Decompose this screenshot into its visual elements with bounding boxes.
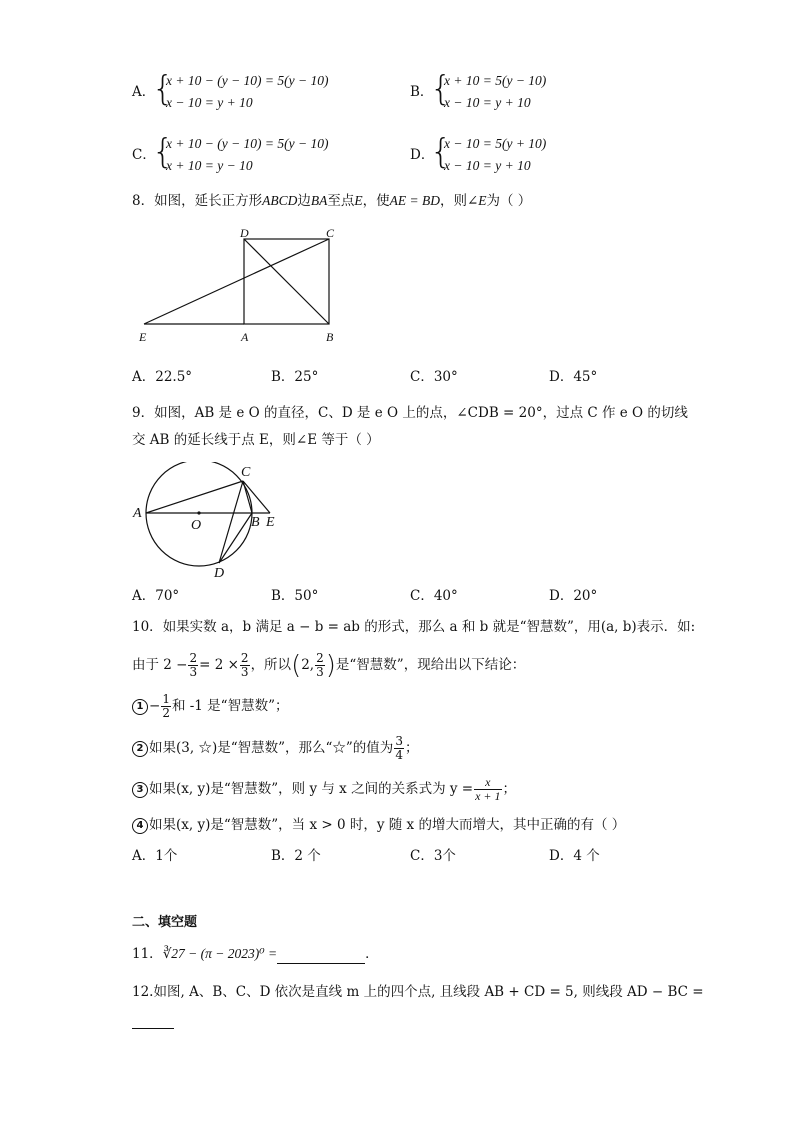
q11 xyxy=(132,944,379,964)
equation-1: x + 10 − (y − 10) = 5(y − 10) xyxy=(166,73,329,88)
math-expression: ∛27 − (π − 2023)⁰ = xyxy=(162,946,278,961)
stem-text: − xyxy=(149,698,161,714)
option-label: C． xyxy=(132,147,156,163)
stem-text: ，使 xyxy=(362,193,390,209)
question-number: 8． xyxy=(132,193,155,209)
fraction-two-thirds xyxy=(240,652,250,679)
q10-statement-3 xyxy=(132,771,516,807)
option-label: A． xyxy=(132,84,156,100)
stem-text: = 2 × xyxy=(199,657,239,673)
math-term: ABCD xyxy=(262,193,298,208)
q9-circle-figure xyxy=(130,462,290,580)
circled-number-icon: 3 xyxy=(132,782,148,798)
stem-text: ． xyxy=(365,946,379,962)
option-b: B．2 个 xyxy=(271,848,321,864)
option-c: C．3个 xyxy=(410,848,456,864)
brace-glyph: { xyxy=(430,69,452,109)
stem-text: 至点 xyxy=(327,193,355,209)
brace-glyph: { xyxy=(152,69,174,109)
option-label: D． xyxy=(410,147,435,163)
question-number: 11． xyxy=(132,946,163,962)
stem-text: 如图，延长正方形 xyxy=(154,193,263,209)
q10-statement-1 xyxy=(132,688,289,724)
stem-text: 由于 2 − xyxy=(132,657,188,673)
option-d: D．4 个 xyxy=(549,848,600,864)
equation-2: x − 10 = y + 10 xyxy=(166,95,253,110)
option-a: A．1个 xyxy=(132,848,178,864)
fraction-x-over-x-plus-1 xyxy=(474,776,501,803)
circled-number-icon: 4 xyxy=(132,818,148,834)
numerator: 1 xyxy=(162,692,170,706)
equation-2: x − 10 = y + 10 xyxy=(444,95,531,110)
diagonal-db xyxy=(244,239,329,324)
denominator: 2 xyxy=(162,706,170,720)
denominator: 3 xyxy=(316,665,324,679)
denominator: 3 xyxy=(240,665,249,679)
label-b: B xyxy=(326,330,334,344)
q10-statement-2 xyxy=(132,730,418,766)
equation-1: x + 10 − (y − 10) = 5(y − 10) xyxy=(166,136,329,151)
pair-left: 2, xyxy=(301,657,315,673)
denominator: 4 xyxy=(395,748,403,762)
label-a: A xyxy=(241,330,249,344)
label-a: A xyxy=(133,506,142,521)
answer-blank[interactable] xyxy=(132,1014,174,1029)
math-term: E xyxy=(478,193,487,208)
chord-ac xyxy=(146,481,243,513)
circled-number-icon: 1 xyxy=(132,699,148,715)
label-d: D xyxy=(214,566,225,580)
q12-answer-blank[interactable] xyxy=(132,1014,174,1033)
stem-text: 如果实数 a，b 满足 a − b = ab 的形式，那么 a 和 b 就是“智慧数”，用(a, b)表示．如: xyxy=(162,619,696,635)
option-a: A．70° xyxy=(132,588,180,604)
brace-glyph: { xyxy=(152,132,174,172)
q10-stem-line1 xyxy=(132,617,695,637)
stem-text: 如果(x, y)是“智慧数”，则 y 与 x 之间的关系式为 y = xyxy=(149,781,474,797)
label-e: E xyxy=(266,515,275,530)
q10-statement-4 xyxy=(132,815,625,835)
math-term: BA xyxy=(310,193,328,208)
fraction-three-quarters xyxy=(394,735,404,762)
q12-line1 xyxy=(132,982,704,1002)
option-c: C．30° xyxy=(410,369,458,385)
stem-text: 和 -1 是“智慧数”； xyxy=(171,698,289,714)
label-d: D xyxy=(240,226,249,240)
equation-2: x + 10 = y − 10 xyxy=(166,158,253,173)
option-b: B．25° xyxy=(271,369,319,385)
center-point xyxy=(197,511,200,514)
brace-glyph: { xyxy=(430,132,452,172)
answer-blank[interactable] xyxy=(277,949,365,964)
paren-open: ( xyxy=(291,650,302,681)
option-b: B．50° xyxy=(271,588,319,604)
label-c: C xyxy=(241,465,251,480)
fraction-two-thirds xyxy=(315,652,325,679)
section-title: 二、填空题 xyxy=(132,915,198,930)
stem-text: ，则∠ xyxy=(439,193,479,209)
chord-db xyxy=(219,513,252,563)
denominator: 3 xyxy=(189,665,198,679)
numerator: 2 xyxy=(240,651,249,665)
stem-text: ； xyxy=(404,740,419,756)
q9-stem-line1 xyxy=(132,403,688,423)
label-e: E xyxy=(139,330,147,344)
fraction-two-thirds xyxy=(188,652,198,679)
paren-close: ) xyxy=(325,650,336,681)
question-number: 12. xyxy=(132,984,154,1000)
numerator: 2 xyxy=(316,651,324,665)
label-o: O xyxy=(191,518,202,533)
q8-square-figure xyxy=(130,225,360,350)
q8-stem xyxy=(132,191,531,211)
equation-2: x − 10 = y + 10 xyxy=(444,158,531,173)
chord-cd xyxy=(219,481,243,563)
stem-text: 如图，AB 是 e O 的直径，C、D 是 e O 上的点，∠CDB = 20°，过点 C 作 e O 的切线 xyxy=(154,405,688,421)
q9-stem-line2: 交 AB 的延长线于点 E，则∠E 等于（ ） xyxy=(132,432,380,448)
question-number: 10． xyxy=(132,619,163,635)
numerator: 3 xyxy=(395,734,403,748)
option-c: C．40° xyxy=(410,588,458,604)
option-d: D．20° xyxy=(549,588,598,604)
denominator: x + 1 xyxy=(475,789,501,803)
option-label: B． xyxy=(410,84,434,100)
fraction-one-half xyxy=(161,693,171,720)
stem-text: ，所以 xyxy=(250,657,292,673)
equation-1: x − 10 = 5(y + 10) xyxy=(444,136,547,151)
option-a: A．22.5° xyxy=(132,369,193,385)
numerator: x xyxy=(474,776,501,790)
stem-text: 是“智慧数”，现给出以下结论： xyxy=(335,657,526,673)
equation-1: x + 10 = 5(y − 10) xyxy=(444,73,547,88)
stem-text: 如果(x, y)是“智慧数”，当 x > 0 时，y 随 x 的增大而增大，其中正确的有（ ） xyxy=(149,817,626,833)
stem-text: ； xyxy=(502,781,517,797)
option-d: D．45° xyxy=(549,369,598,385)
stem-text: 边 xyxy=(297,193,311,209)
circled-number-icon: 2 xyxy=(132,741,148,757)
stem-text: 为（ ） xyxy=(486,193,532,209)
numerator: 2 xyxy=(189,651,198,665)
math-term: AE = BD xyxy=(389,193,440,208)
segment-ec xyxy=(144,239,329,324)
stem-text: 如图, A、B、C、D 依次是直线 m 上的四个点, 且线段 AB + CD = 5, 则线段 AD − BC = xyxy=(153,984,704,1000)
label-b: B xyxy=(251,515,260,530)
math-term: E xyxy=(354,193,363,208)
stem-text: 如果(3, ☆)是“智慧数”，那么“☆”的值为 xyxy=(149,740,394,756)
label-c: C xyxy=(326,226,335,240)
question-number: 9． xyxy=(132,405,155,421)
q10-stem-line2 xyxy=(132,645,525,685)
